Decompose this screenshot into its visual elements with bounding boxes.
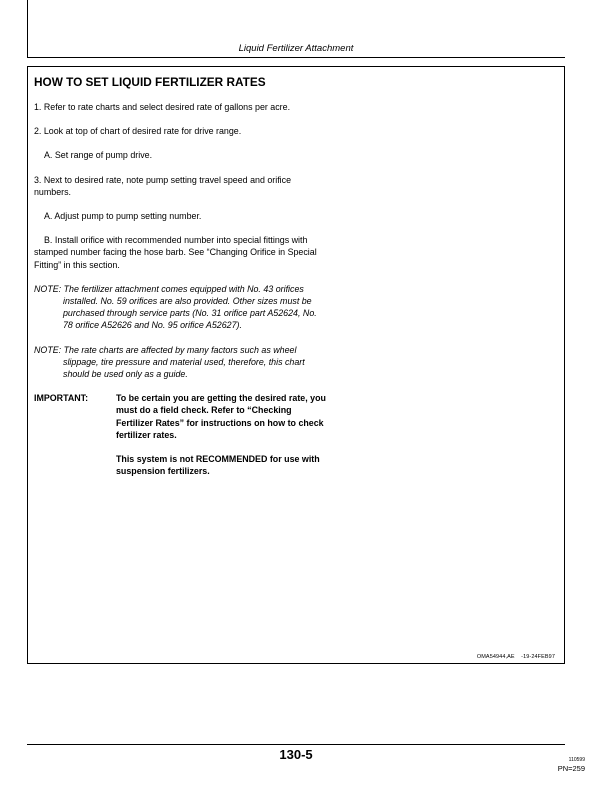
step-1: 1. Refer to rate charts and select desired rate of gallons per acre. bbox=[34, 102, 291, 112]
step-3b: B. Install orifice with recommended number into special fittings with stamped number facing the hose barb. See “Changing Orifice in Special Fitting” in this section. bbox=[34, 235, 317, 270]
step-3: 3. Next to desired rate, note pump setting travel speed and orifice numbers. bbox=[34, 174, 292, 197]
step-2a: A. Set range of pump drive. bbox=[44, 150, 153, 161]
content-box bbox=[27, 66, 565, 664]
important-block bbox=[34, 392, 326, 489]
header-rule bbox=[27, 57, 565, 58]
document-code: OMA54944,AE -19-24FEB97 bbox=[476, 654, 555, 660]
content-column bbox=[34, 75, 326, 489]
important-label: IMPORTANT: bbox=[34, 393, 89, 404]
step-2: 2. Look at top of chart of desired rate for drive range. bbox=[34, 126, 242, 137]
important-body bbox=[116, 392, 326, 489]
section-title: HOW TO SET LIQUID FERTILIZER RATES bbox=[34, 75, 266, 89]
footer-part-number: PN=259 bbox=[557, 764, 585, 773]
running-title: Liquid Fertilizer Attachment bbox=[238, 43, 354, 54]
note-orifices: NOTE: The fertilizer attachment comes equipped with No. 43 orifices installed. No. 59 orifices are also provided. Other sizes must be purchased through service parts (No. 31 orifice part A52624, No. 78 orifice A52626 and No. 95 orifice A52627). bbox=[34, 283, 317, 331]
important-paragraph: To be certain you are getting the desired rate, you must do a field check. Refer to “Checking Fertilizer Rates” for instructions on how to check fertilizer rates. bbox=[116, 393, 326, 440]
page-number: 130-5 bbox=[279, 747, 313, 762]
footer-codes bbox=[558, 757, 585, 773]
note-rate-charts: NOTE: The rate charts are affected by many factors such as wheel slippage, tire pressure and material used, therefore, this chart should be used only as a guide. bbox=[34, 344, 305, 380]
footer-date-code: 110599 bbox=[568, 757, 585, 763]
footer-rule bbox=[27, 744, 565, 745]
important-paragraph: This system is not RECOMMENDED for use with suspension fertilizers. bbox=[116, 454, 320, 477]
step-3a: A. Adjust pump to pump setting number. bbox=[44, 211, 202, 222]
